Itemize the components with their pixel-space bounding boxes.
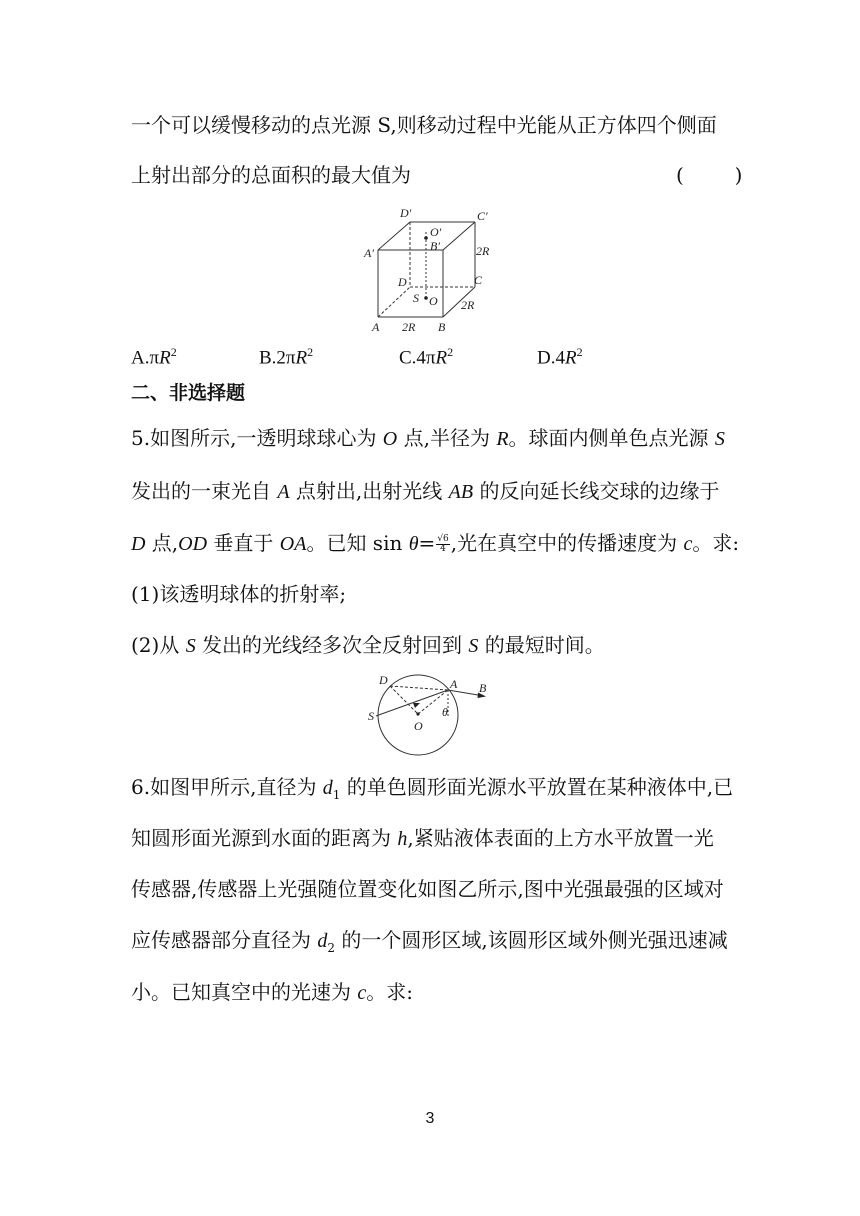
q6-line-5: 小。已知真空中的光速为 c。求: <box>131 980 413 1004</box>
option-c[interactable]: $C.4\pi R^2$ <box>399 345 454 369</box>
option-b[interactable]: $B.2\pi R^2$ <box>259 345 314 369</box>
center-point <box>416 712 419 715</box>
q5-line-3: D 点,OD 垂直于 OA。已知 sin θ= $\frac{√6}{4}$ ,光在真空中的传播速度为 c。求: <box>131 531 740 555</box>
label-d-prime: D′ <box>400 206 412 220</box>
q6-line-3: 传感器,传感器上光强随位置变化如图乙所示,图中光强最强的区域对 <box>131 877 724 901</box>
q5-line-1: 5.如图所示,一透明球球心为 O 点,半径为 R。球面内侧单色点光源 S <box>131 426 725 450</box>
q4-line-2: 上射出部分的总面积的最大值为 <box>131 163 411 187</box>
label-s: S <box>368 709 374 723</box>
option-a[interactable]: $A.\pi R^2$ <box>131 345 177 369</box>
label-c: C <box>474 273 483 287</box>
label-s: S <box>413 291 419 305</box>
q6-line-4: 应传感器部分直径为 $d_2$ 的一个圆形区域,该圆形区域外侧光强迅速减 <box>131 928 728 955</box>
label-a: A <box>450 677 458 691</box>
q5-line-2: 发出的一束光自 A 点射出,出射光线 AB 的反向延长线交球的边缘于 <box>131 479 720 503</box>
cube-figure <box>360 200 510 335</box>
label-edge-width: 2R <box>402 320 416 334</box>
point-o <box>424 296 428 300</box>
cube-edge-hidden <box>378 287 410 317</box>
point-o-prime <box>424 236 428 240</box>
q5-sub-2: (2)从 S 发出的光线经多次全反射回到 S 的最短时间。 <box>131 633 605 657</box>
sphere-figure <box>362 670 502 762</box>
q6-line-1: 6.如图甲所示,直径为 $d_1$ 的单色圆形面光源水平放置在某种液体中,已 <box>131 775 734 802</box>
cube-edge <box>443 222 475 250</box>
line-da <box>390 686 448 690</box>
q6-line-2: 知圆形面光源到水面的距离为 h,紧贴液体表面的上方水平放置一光 <box>131 826 714 850</box>
label-a-prime: A′ <box>364 246 374 260</box>
label-b-prime: B′ <box>430 239 440 253</box>
page-number: 3 <box>425 1110 435 1127</box>
answer-parentheses: ( ) <box>676 163 743 187</box>
ray-arrow <box>413 703 420 708</box>
label-edge-height: 2R <box>476 244 490 258</box>
label-o-prime: O′ <box>430 225 442 239</box>
label-o: O <box>414 719 423 733</box>
ray-sa <box>376 690 448 716</box>
label-a: A <box>372 320 380 334</box>
label-theta: θ <box>442 705 448 719</box>
label-b: B <box>438 320 446 334</box>
label-c-prime: C′ <box>477 209 488 223</box>
fraction-sqrt6-over-4: $\frac{√6}{4}$ <box>437 534 449 554</box>
label-b: B <box>479 681 487 695</box>
q5-sub-1: (1)该透明球体的折射率; <box>131 582 347 606</box>
label-o: O <box>429 294 438 308</box>
q4-line-1: 一个可以缓慢移动的点光源 S,则移动过程中光能从正方体四个侧面 <box>131 113 717 137</box>
option-d[interactable]: $D.4R^2$ <box>537 345 583 369</box>
section-heading: 二、非选择题 <box>131 382 246 404</box>
label-edge-depth: 2R <box>461 298 475 312</box>
label-d: D <box>398 275 407 289</box>
label-d: D <box>379 673 388 687</box>
cube-edge <box>378 222 410 250</box>
